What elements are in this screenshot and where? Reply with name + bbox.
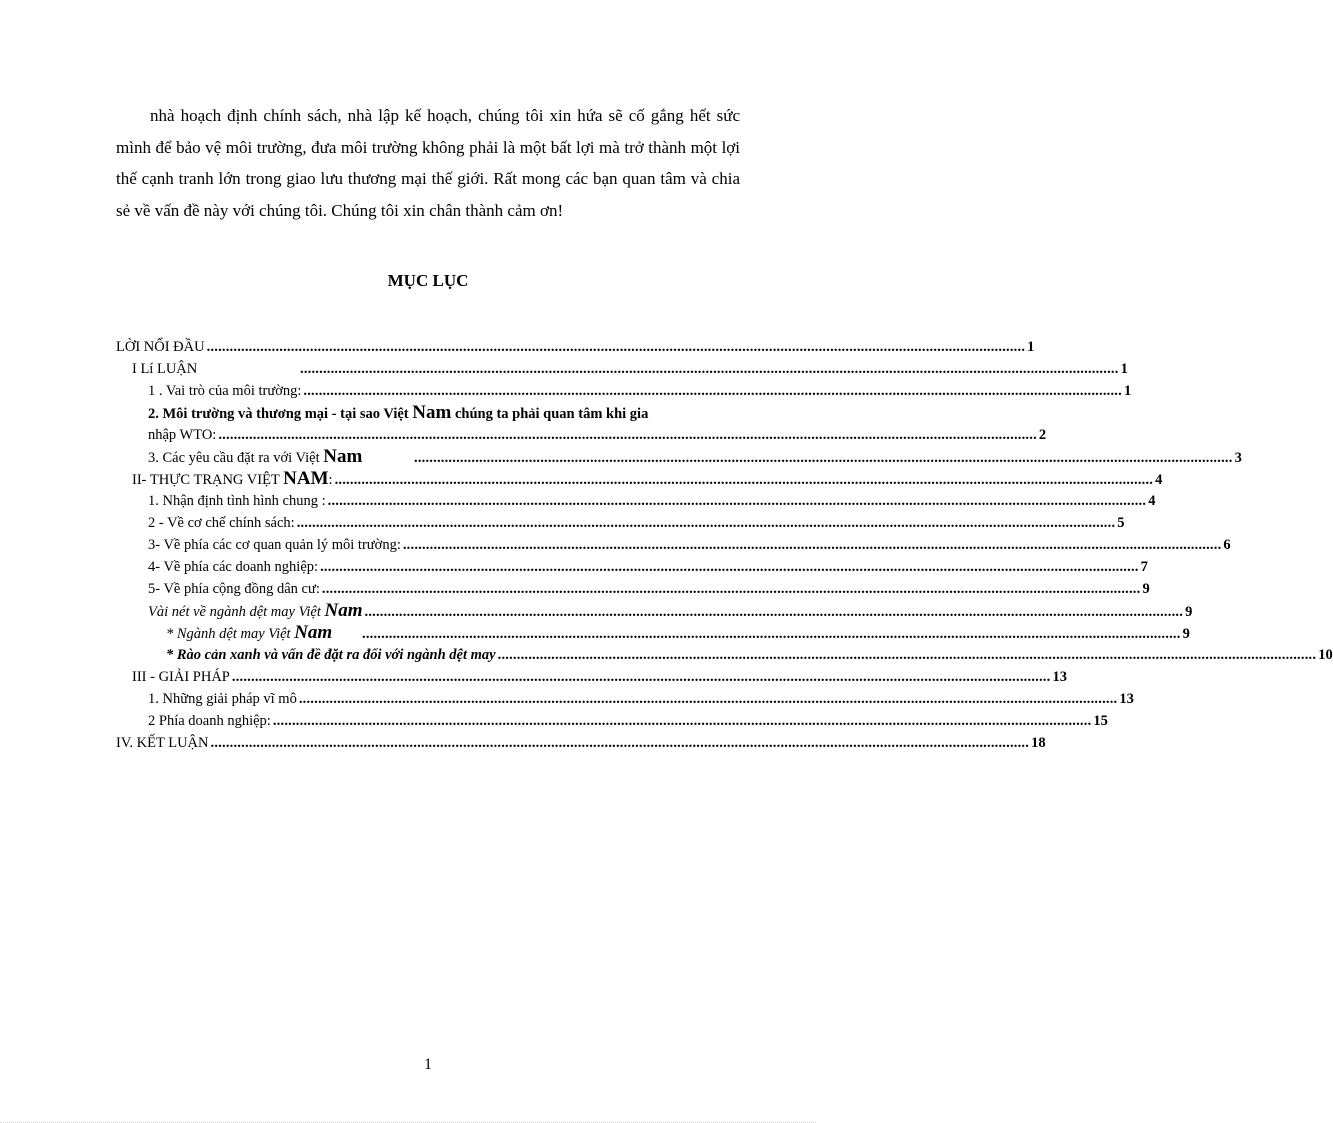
toc-leader-dots: ......................................................................................................................................................................................................................: [362, 626, 1181, 642]
toc-entry-label: 2 - Về cơ chế chính sách:: [148, 515, 295, 531]
toc-leader-dots: ......................................................................................................................................................................................................................: [210, 735, 1030, 751]
toc-entry-page: 4: [1155, 472, 1163, 488]
toc-entry-page: 13: [1119, 691, 1134, 707]
toc-entry-label: 1 . Vai trò của môi trường:: [148, 383, 302, 399]
toc-entry-page: 7: [1140, 559, 1148, 575]
toc-leader-dots: ......................................................................................................................................................................................................................: [296, 515, 1116, 531]
toc-entry-page: 9: [1182, 626, 1190, 642]
toc-entry-label: nhập WTO:: [148, 427, 217, 443]
toc-entry-nganh-det-may[interactable]: [166, 622, 1190, 644]
toc-entry-page: 1: [1123, 383, 1132, 399]
toc-entry-moi-truong-thuong-mai-line1[interactable]: [148, 402, 648, 425]
toc-entry-page: 1: [1027, 339, 1035, 355]
toc-entry-vai-tro[interactable]: [148, 380, 1132, 402]
toc-entry-label: III - GIẢI PHÁP: [132, 669, 230, 685]
toc-entry-label-emphasis: NAM: [283, 468, 329, 489]
toc-leader-dots: ......................................................................................................................................................................................................................: [321, 581, 1141, 597]
toc-entry-label-emphasis: Nam: [324, 600, 363, 621]
toc-entry-page: 9: [1142, 581, 1150, 597]
toc-entry-label: Vài nét về ngành dệt may Việt Nam: [148, 600, 363, 621]
toc-entry-label: II- THỰC TRẠNG VIỆT NAM:: [132, 468, 333, 489]
toc-entry-label: 5- Về phía cộng đồng dân cư:: [148, 581, 320, 597]
toc-entry-phia-doanh-nghiep[interactable]: [148, 710, 1108, 732]
toc-leader-dots: ......................................................................................................................................................................................................................: [303, 383, 1122, 399]
intro-line: mong các bạn quan tâm và chia sẻ về vấn đề này với chúng tôi. Chúng tôi xin: [116, 169, 740, 220]
toc-entry-page: 15: [1093, 713, 1108, 729]
toc-entry-page: 6: [1223, 537, 1231, 553]
toc-leader-dots: ......................................................................................................................................................................................................................: [402, 537, 1222, 553]
toc-entry-label: 3. Các yêu cầu đặt ra với Việt Nam: [148, 446, 363, 467]
toc-leader-dots: ......................................................................................................................................................................................................................: [206, 339, 1026, 355]
toc-leader-dots: ......................................................................................................................................................................................................................: [298, 691, 1118, 707]
toc-entry-label-emphasis: Nam: [294, 622, 333, 643]
toc-leader-dots: ......................................................................................................................................................................................................................: [334, 472, 1154, 488]
toc-leader-dots: ......................................................................................................................................................................................................................: [327, 493, 1147, 509]
toc-entry-label: IV. KẾT LUẬN: [116, 735, 209, 751]
toc-entry-moi-truong-thuong-mai[interactable]: [148, 424, 1047, 446]
toc-leader-dots: ......................................................................................................................................................................................................................: [231, 669, 1051, 685]
toc-entry-rao-can-xanh[interactable]: [166, 644, 1333, 666]
page-number: 1: [424, 1056, 432, 1073]
toc-entry-label: * Rào cản xanh và vấn đề đặt ra đối với ngành dệt may: [166, 647, 496, 663]
toc-leader-dots: ......................................................................................................................................................................................................................: [497, 647, 1317, 663]
toc-leader-dots: ......................................................................................................................................................................................................................: [414, 450, 1233, 466]
toc-entry-nhan-dinh[interactable]: [148, 490, 1156, 512]
toc-entry-label: 1. Những giải pháp vĩ mô: [148, 691, 297, 707]
toc-entry-page: 4: [1148, 493, 1156, 509]
toc-entry-page: 18: [1031, 735, 1046, 751]
toc-leader-dots: ......................................................................................................................................................................................................................: [364, 604, 1184, 620]
toc-entry-label: * Ngành dệt may Việt Nam: [166, 622, 333, 643]
toc-leader-dots: ......................................................................................................................................................................................................................: [272, 713, 1092, 729]
toc-entry-page: 3: [1234, 450, 1242, 466]
toc-entry-label: 4- Về phía các doanh nghiệp:: [148, 559, 319, 575]
toc-entry-ket-luan[interactable]: [116, 732, 1046, 754]
toc-entry-label: 2. Môi trường và thương mại - tại sao Việt: [148, 406, 413, 422]
toc-entry-cong-dong-dan-cu[interactable]: [148, 578, 1150, 600]
toc-entry-thuc-trang[interactable]: [132, 468, 1163, 490]
toc-entry-label: I Lí LUẬN: [132, 361, 198, 377]
intro-paragraph: [116, 100, 740, 226]
toc-entry-page: 1: [1120, 361, 1128, 377]
toc-entry-vai-net-det-may[interactable]: [148, 600, 1193, 622]
toc-entry-giai-phap-vi-mo[interactable]: [148, 688, 1134, 710]
toc-entry-page: 10: [1318, 647, 1333, 663]
toc-entry-co-quan-quan-ly[interactable]: [148, 534, 1231, 556]
toc-title: MỤC LỤC: [387, 271, 469, 290]
toc-entry-label: LỜI NỔI ĐẦU: [116, 339, 205, 355]
toc-entry-giai-phap[interactable]: [132, 666, 1067, 688]
toc-entry-label: 2 Phía doanh nghiệp:: [148, 713, 271, 729]
intro-line: nhà hoạch định chính sách, nhà lập kế hoạch, chúng tôi xin hứa sẽ cố gắng: [150, 106, 684, 125]
toc-entry-co-che-chinh-sach[interactable]: [148, 512, 1125, 534]
intro-line: chân thành cảm ơn!: [429, 200, 564, 220]
toc-entry-label: 1. Nhận định tình hình chung :: [148, 493, 326, 509]
toc-entry-doanh-nghiep[interactable]: [148, 556, 1148, 578]
toc-entry-li-luan[interactable]: [132, 358, 1128, 380]
toc-entry-loi-noi-dau[interactable]: [116, 336, 1035, 358]
toc-entry-label-emphasis: Nam: [412, 402, 452, 423]
intro-line: mà trở thành một lợi thế cạnh tranh lớn trong giao lưu thương mại thế giới. Rất: [116, 137, 741, 188]
toc-entry-cac-yeu-cau[interactable]: [148, 446, 1242, 468]
toc-entry-page: 9: [1185, 604, 1193, 620]
toc-entry-page: 13: [1052, 669, 1067, 685]
intro-line: hết sức mình để bảo vệ môi trường, đưa môi trường không phải là một bất lợi: [116, 106, 741, 157]
toc-entry-label-emphasis: Nam: [323, 446, 363, 467]
toc-entry-label: chúng ta phải quan tâm khi gia: [451, 406, 649, 422]
toc-leader-dots: ......................................................................................................................................................................................................................: [300, 361, 1119, 377]
toc-leader-dots: ......................................................................................................................................................................................................................: [320, 559, 1139, 575]
toc-entry-label: 3- Về phía các cơ quan quản lý môi trường:: [148, 537, 401, 553]
toc-entry-page: 5: [1117, 515, 1125, 531]
toc-entry-page: 2: [1038, 427, 1047, 443]
toc-leader-dots: ......................................................................................................................................................................................................................: [218, 427, 1037, 443]
